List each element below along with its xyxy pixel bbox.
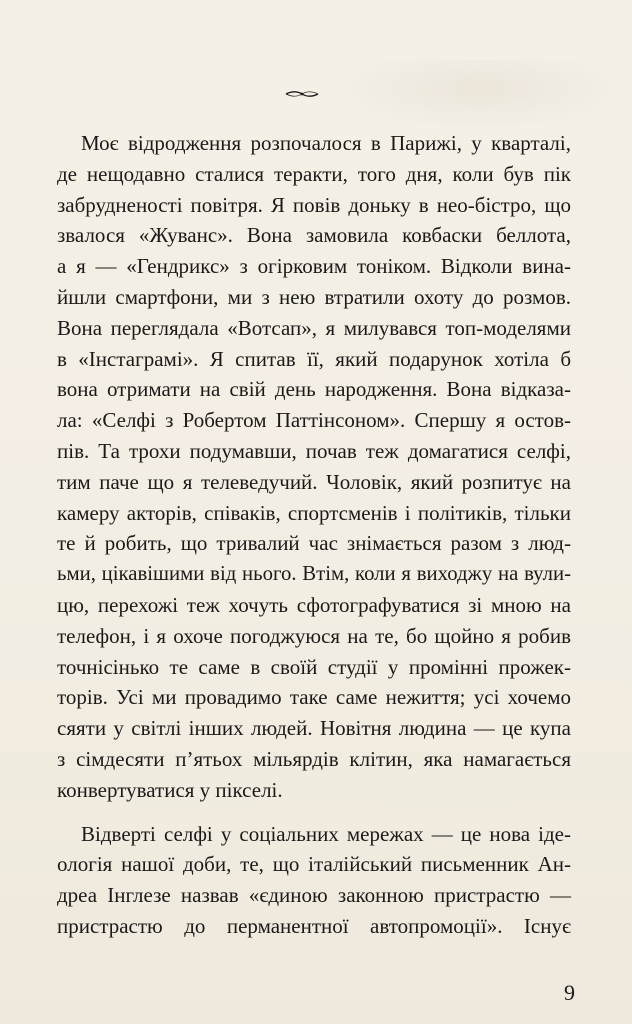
text-line: ологія нашої доби, те, що італійський письменник Ан- — [57, 852, 571, 877]
text-line: телефон, і я охоче погоджуюся на те, бо щойно я робив — [57, 623, 571, 648]
text-line: йшли смартфони, ми з нею втратили охоту до розмов. — [57, 284, 571, 309]
text-line: ьми, цікавішими від нього. Втім, коли я виходжу на вули- — [57, 563, 571, 586]
text-line: забрудненості повітря. Я повів доньку в нео-бістро, що — [57, 192, 571, 217]
page-number: 9 — [564, 980, 575, 1005]
paragraph-1 — [57, 128, 571, 806]
text-line: з сімдесяти п’ятьох мільярдів клітин, яка намагається — [57, 746, 571, 771]
show-through-text — [335, 60, 625, 130]
text-line: де нещодавно сталися теракти, того дня, коли був пік — [57, 161, 571, 186]
text-line: пів. Та трохи подумавши, почав теж домагатися селфі, — [57, 438, 571, 463]
text-line: сяяти у світлі інших людей. Новітня людина — це купа — [57, 716, 571, 741]
text-line: камеру акторів, співаків, спортсменів і політиків, тільки — [57, 500, 571, 525]
text-line: пристрастю до перманентної автопромоції». Існує — [57, 913, 571, 938]
ornament-icon — [284, 89, 320, 99]
paragraph-2 — [57, 819, 571, 942]
text-line: тим паче що я телеведучий. Чоловік, який розпитує на — [57, 469, 571, 494]
text-line: а я — «Гендрикс» з огірковим тоніком. Відколи вина- — [57, 254, 571, 279]
text-line: торів. Усі ми провадимо таке саме нежиття; усі хочемо — [57, 685, 571, 710]
text-line: вона отримати на свій день народження. Вона відказа- — [57, 377, 571, 402]
text-line: точнісінько те саме в своїй студії у промінні прожек- — [57, 654, 571, 679]
text-line: дреа Інглезе назвав «єдиною законною пристрастю — — [57, 883, 571, 908]
text-line: конвертуватися у пікселі. — [57, 777, 283, 802]
text-line: звалося «Жуванс». Вона замовила ковбаски беллота, — [57, 223, 571, 248]
text-line: в «Інстаграмі». Я спитав її, який подарунок хотіла б — [57, 346, 571, 371]
text-line: Моє відродження розпочалося в Парижі, у кварталі, — [81, 131, 571, 155]
text-line: ла: «Селфі з Робертом Паттінсоном». Спершу я остов- — [57, 408, 571, 433]
text-line: Вона переглядала «Вотсап», я милувався топ-моделями — [57, 315, 571, 340]
body-text — [57, 128, 571, 942]
text-line: Відверті селфі у соціальних мережах — це нова іде- — [81, 821, 571, 846]
text-line: цю, перехожі теж хочуть сфотографуватися зі мною на — [57, 592, 571, 617]
text-line: те й робить, що тривалий час знімається разом з люд- — [57, 531, 571, 556]
